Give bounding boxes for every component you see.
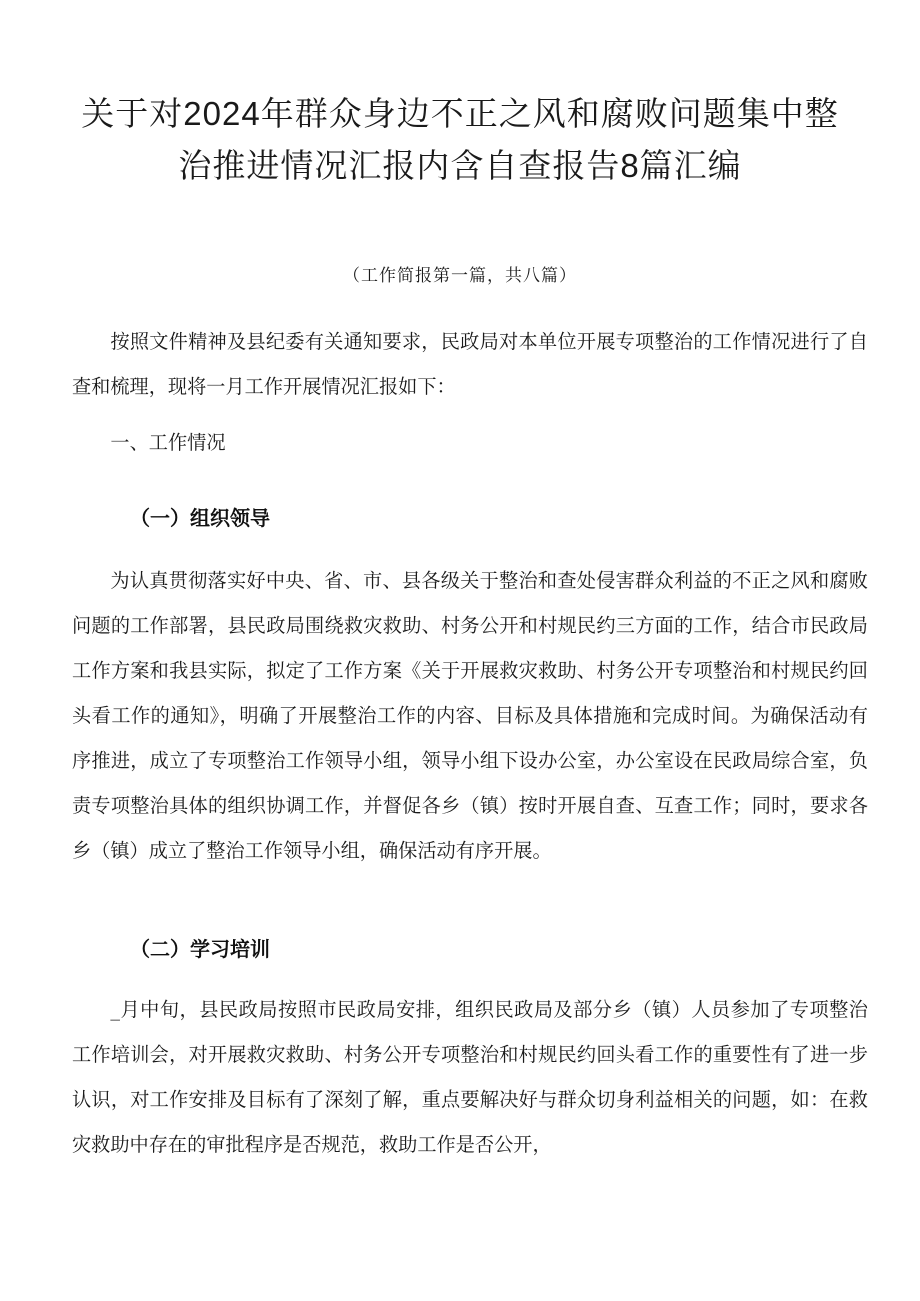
document-title xyxy=(60,88,860,192)
organization-paragraph: 为认真贯彻落实好中央、省、市、县各级关于整治和查处侵害群众利益的不正之风和腐败问题的工作部署，县民政局围绕救灾救助、村务公开和村规民约三方面的工作，结合市民政局工作方案和我县实际，拟定了工作方案《关于开展救灾救助、村务公开专项整治和村规民约回头看工作的通知》，明确了开展整治工作的内容、目标及具体措施和完成时间。为确保活动有序推进，成立了专项整治工作领导小组，领导小组下设办公室，办公室设在民政局综合室，负责专项整治具体的组织协调工作，并督促各乡（镇）按时开展自查、互查工作；同时，要求各乡（镇）成立了整治工作领导小组，确保活动有序开展。 xyxy=(72,569,868,862)
section-heading-work-status: 一、工作情况 xyxy=(110,431,226,454)
document-title-line-1: 关于对2024年群众身边不正之风和腐败问题集中整 xyxy=(81,95,839,132)
training-paragraph: _月中旬，县民政局按照市民政局安排，组织民政局及部分乡（镇）人员参加了专项整治工作培训会，对开展救灾救助、村务公开专项整治和村规民约回头看工作的重要性有了进一步认识，对工作安排及目标有了深刻了解，重点要解决好与群众切身利益相关的问题，如：在救灾救助中存在的审批程序是否规范，救助工作是否公开， xyxy=(72,998,868,1156)
intro-paragraph: 按照文件精神及县纪委有关通知要求，民政局对本单位开展专项整治的工作情况进行了自查和梳理，现将一月工作开展情况汇报如下： xyxy=(72,330,868,398)
subsection-heading-organization: （一）组织领导 xyxy=(130,506,270,530)
subsection-heading-training: （二）学习培训 xyxy=(130,937,270,961)
document-title-line-2: 治推进情况汇报内含自查报告8篇汇编 xyxy=(178,147,742,184)
document-subtitle: （工作简报第一篇，共八篇） xyxy=(343,266,577,286)
